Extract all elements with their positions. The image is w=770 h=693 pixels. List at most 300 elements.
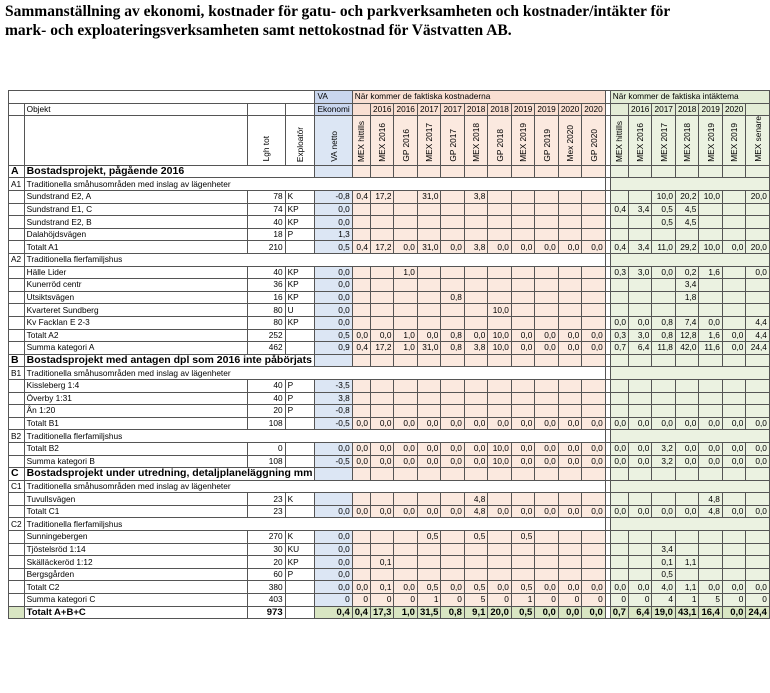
- cost-column-header: [488, 116, 512, 166]
- cost-value: [394, 304, 417, 317]
- income-year-label: 2018: [675, 103, 699, 116]
- exploator-value: KP: [285, 279, 315, 292]
- cost-value: 0,0: [441, 417, 464, 430]
- cost-value: [370, 493, 394, 506]
- income-value: 0,7: [610, 606, 628, 619]
- income-value: 0,0: [746, 417, 770, 430]
- income-value: [610, 543, 628, 556]
- cost-column-header: [394, 116, 417, 166]
- cost-cell: [582, 354, 605, 367]
- cost-cell: [535, 165, 558, 178]
- va-netto-value: -0,8: [315, 191, 352, 204]
- income-value: [722, 304, 745, 317]
- cost-value: [370, 568, 394, 581]
- empty-cell: [285, 103, 315, 116]
- income-column-header: [652, 116, 676, 166]
- income-cell: [628, 165, 651, 178]
- cost-cell: [370, 354, 394, 367]
- income-value: 0,5: [652, 568, 676, 581]
- cost-value: 0,5: [417, 531, 441, 544]
- cost-column-header-label: GP 2018: [494, 129, 505, 162]
- cost-value: 0,0: [511, 505, 534, 518]
- cost-value: [417, 392, 441, 405]
- cost-value: [558, 543, 581, 556]
- object-name: Sunningebergen: [24, 531, 247, 544]
- exploator-value: KP: [285, 203, 315, 216]
- exploator-column-header: [285, 116, 315, 166]
- income-value: 0,0: [699, 316, 723, 329]
- table-row: [9, 442, 770, 455]
- cost-value: [558, 568, 581, 581]
- cost-value: [488, 316, 512, 329]
- cost-value: 0,0: [535, 342, 558, 355]
- income-cell: [610, 518, 769, 531]
- cost-value: [352, 543, 370, 556]
- table-row: [9, 581, 770, 594]
- object-name: Kissleberg 1:4: [24, 379, 247, 392]
- empty-cell: [9, 304, 25, 317]
- income-value: 5: [699, 594, 723, 607]
- income-value: 0,0: [675, 505, 699, 518]
- cost-cell: [352, 165, 370, 178]
- income-value: [699, 392, 723, 405]
- cost-value: 0,0: [582, 329, 605, 342]
- cost-value: [352, 405, 370, 418]
- income-cell: [675, 354, 699, 367]
- cost-value: [417, 379, 441, 392]
- income-value: [610, 291, 628, 304]
- lgh-value: 23: [248, 493, 286, 506]
- table-row: [9, 543, 770, 556]
- income-value: [722, 531, 745, 544]
- income-value: 0,2: [675, 266, 699, 279]
- cost-column-header: [370, 116, 394, 166]
- va-netto-value: 0,0: [315, 556, 352, 569]
- cost-column-header: [535, 116, 558, 166]
- lgh-column-header-label: Lgh tot: [261, 136, 272, 162]
- empty-cell: [9, 279, 25, 292]
- lgh-value: 40: [248, 216, 286, 229]
- cost-value: [394, 279, 417, 292]
- cost-value: 0,5: [417, 581, 441, 594]
- cost-value: 0,0: [441, 455, 464, 468]
- cost-cell: [352, 468, 370, 481]
- cost-value: [464, 291, 487, 304]
- lgh-value: 20: [248, 405, 286, 418]
- lgh-value: 973: [248, 606, 286, 619]
- cost-value: 0,0: [558, 241, 581, 254]
- lgh-value: 80: [248, 304, 286, 317]
- subcategory-code: B1: [9, 367, 25, 380]
- income-value: 0,0: [746, 442, 770, 455]
- income-value: 0,5: [652, 203, 676, 216]
- cost-value: [417, 316, 441, 329]
- income-value: 0,0: [628, 581, 651, 594]
- cost-cell: [370, 165, 394, 178]
- exploator-value: [285, 417, 315, 430]
- object-name: Överby 1:31: [24, 392, 247, 405]
- table-row: [9, 241, 770, 254]
- cost-value: 0,0: [582, 581, 605, 594]
- empty-cell: [9, 417, 25, 430]
- cost-value: [370, 379, 394, 392]
- cost-value: 0,0: [352, 581, 370, 594]
- cost-value: 0,0: [535, 329, 558, 342]
- cost-value: 0,5: [511, 606, 534, 619]
- income-value: [610, 493, 628, 506]
- income-cell: [746, 165, 770, 178]
- cost-column-header: [558, 116, 581, 166]
- income-value: [722, 191, 745, 204]
- income-value: [699, 228, 723, 241]
- cost-value: [488, 379, 512, 392]
- object-name: Sundstrand E2, B: [24, 216, 247, 229]
- cost-value: [582, 304, 605, 317]
- cost-value: 10,0: [488, 455, 512, 468]
- cost-value: 0,0: [535, 505, 558, 518]
- cost-value: [394, 405, 417, 418]
- cost-value: 3,8: [464, 191, 487, 204]
- cost-value: [582, 266, 605, 279]
- income-value: 20,2: [675, 191, 699, 204]
- income-value: 20,0: [746, 191, 770, 204]
- cost-value: [535, 266, 558, 279]
- income-value: 11,0: [652, 241, 676, 254]
- cost-value: 0,0: [352, 455, 370, 468]
- cost-value: 0,0: [511, 342, 534, 355]
- income-value: 0,0: [610, 316, 628, 329]
- cost-value: [582, 191, 605, 204]
- cost-value: [441, 191, 464, 204]
- income-value: 4,8: [699, 505, 723, 518]
- table-row: [9, 392, 770, 405]
- cost-value: 0,0: [488, 417, 512, 430]
- lgh-value: 108: [248, 455, 286, 468]
- table-row: [9, 279, 770, 292]
- cost-value: [464, 279, 487, 292]
- income-value: 24,4: [746, 342, 770, 355]
- cost-value: 0,0: [558, 417, 581, 430]
- income-value: [746, 279, 770, 292]
- exploator-value: P: [285, 568, 315, 581]
- income-value: 10,0: [699, 191, 723, 204]
- cost-value: 17,2: [370, 191, 394, 204]
- cost-value: [464, 203, 487, 216]
- object-name: Summa kategori B: [24, 455, 247, 468]
- cost-value: 10,0: [488, 304, 512, 317]
- table-row: [9, 266, 770, 279]
- cost-value: 0,0: [370, 505, 394, 518]
- lgh-value: 60: [248, 568, 286, 581]
- cost-value: 0,0: [370, 417, 394, 430]
- lgh-value: 40: [248, 392, 286, 405]
- income-value: 20,0: [746, 241, 770, 254]
- exploator-value: KU: [285, 543, 315, 556]
- cost-value: [488, 291, 512, 304]
- cost-value: [558, 228, 581, 241]
- va-netto-value: 0,0: [315, 543, 352, 556]
- income-value: 0,0: [699, 455, 723, 468]
- cost-value: 4,8: [464, 505, 487, 518]
- cost-value: [394, 493, 417, 506]
- income-value: 0,8: [652, 316, 676, 329]
- exploator-value: K: [285, 191, 315, 204]
- exploator-value: KP: [285, 556, 315, 569]
- cost-value: 0,0: [511, 455, 534, 468]
- va-netto-value: 0: [315, 594, 352, 607]
- table-row: [9, 556, 770, 569]
- cost-value: 0,0: [417, 505, 441, 518]
- income-value: 0,0: [722, 417, 745, 430]
- cost-cell: [370, 468, 394, 481]
- cost-value: 0,0: [558, 442, 581, 455]
- income-value: [699, 543, 723, 556]
- subcategory-label: Traditionella flerfamiljshus: [24, 518, 605, 531]
- income-value: 0,0: [722, 342, 745, 355]
- cost-value: [535, 216, 558, 229]
- cost-value: 0,0: [394, 455, 417, 468]
- income-value: [722, 556, 745, 569]
- subcategory-row: [9, 178, 770, 191]
- cost-year-label: 2019: [535, 103, 558, 116]
- subcategory-row: [9, 254, 770, 267]
- cost-value: [441, 316, 464, 329]
- income-cell: [675, 468, 699, 481]
- income-value: 24,4: [746, 606, 770, 619]
- income-value: 4,5: [675, 216, 699, 229]
- cost-value: [558, 203, 581, 216]
- income-value: [746, 216, 770, 229]
- income-value: [699, 405, 723, 418]
- cost-value: [417, 304, 441, 317]
- cost-value: 31,0: [417, 191, 441, 204]
- cost-value: 20,0: [488, 606, 512, 619]
- object-name: Tjöstelsröd 1:14: [24, 543, 247, 556]
- income-value: 0,0: [610, 505, 628, 518]
- income-value: [722, 568, 745, 581]
- cost-column-header-label: MEX 2018: [471, 123, 482, 162]
- cost-value: 0,0: [394, 241, 417, 254]
- cost-column-header-label: MEX hittills: [356, 120, 367, 162]
- object-name: Summa kategori C: [24, 594, 247, 607]
- cost-value: [370, 291, 394, 304]
- cost-value: [535, 203, 558, 216]
- cost-value: [370, 203, 394, 216]
- income-value: [722, 228, 745, 241]
- cost-value: [488, 556, 512, 569]
- income-value: 0,0: [610, 581, 628, 594]
- cost-value: [558, 304, 581, 317]
- subcategory-row: [9, 367, 770, 380]
- cost-year-label: 2017: [417, 103, 441, 116]
- cost-value: [488, 279, 512, 292]
- cost-cell: [417, 354, 441, 367]
- income-column-header-label: MEX 2017: [658, 123, 669, 162]
- cost-value: [464, 266, 487, 279]
- cost-cell: [511, 354, 534, 367]
- income-value: 3,0: [628, 329, 651, 342]
- empty-cell: [9, 379, 25, 392]
- cost-value: 0,4: [352, 606, 370, 619]
- cost-value: [488, 228, 512, 241]
- cost-value: 0,0: [417, 455, 441, 468]
- cost-value: [394, 543, 417, 556]
- category-label: Bostadsprojekt under utredning, detaljplaneläggning mm: [24, 468, 315, 481]
- income-column-header-label: MEX senare: [752, 116, 763, 162]
- cost-value: [511, 266, 534, 279]
- va-cell: [315, 468, 352, 481]
- income-value: 0,8: [652, 329, 676, 342]
- income-value: [699, 304, 723, 317]
- table-row: [9, 594, 770, 607]
- cost-value: 0,0: [417, 329, 441, 342]
- exploator-value: [285, 505, 315, 518]
- cost-value: [352, 291, 370, 304]
- income-value: [722, 266, 745, 279]
- empty-cell: [9, 606, 25, 619]
- income-value: [628, 543, 651, 556]
- cost-value: [394, 379, 417, 392]
- cost-value: [370, 279, 394, 292]
- lgh-column-header: [248, 116, 286, 166]
- cost-value: 0: [394, 594, 417, 607]
- income-value: [722, 316, 745, 329]
- cost-value: [352, 203, 370, 216]
- income-value: [610, 216, 628, 229]
- income-cell: [746, 354, 770, 367]
- exploator-value: P: [285, 405, 315, 418]
- cost-value: [488, 266, 512, 279]
- income-value: [722, 392, 745, 405]
- cost-value: [464, 392, 487, 405]
- lgh-value: 80: [248, 316, 286, 329]
- object-name: Ån 1:20: [24, 405, 247, 418]
- income-value: [652, 279, 676, 292]
- cost-column-header-label: Mex 2020: [565, 125, 576, 162]
- income-column-header-label: MEX 2016: [635, 123, 646, 162]
- cost-value: [535, 228, 558, 241]
- empty-cell: [9, 228, 25, 241]
- income-cell: [652, 468, 676, 481]
- object-name: Dalahöjdsvägen: [24, 228, 247, 241]
- empty-cell: [9, 203, 25, 216]
- income-value: [722, 493, 745, 506]
- income-value: 0,0: [675, 455, 699, 468]
- cost-value: [511, 379, 534, 392]
- income-value: 42,0: [675, 342, 699, 355]
- cost-value: 0,0: [352, 329, 370, 342]
- cost-value: 1,0: [394, 329, 417, 342]
- income-value: [746, 304, 770, 317]
- cost-value: [394, 228, 417, 241]
- cost-value: 0,0: [535, 417, 558, 430]
- empty-cell: [24, 116, 247, 166]
- exploator-value: [285, 594, 315, 607]
- income-value: [675, 392, 699, 405]
- income-value: [628, 405, 651, 418]
- cost-value: [582, 216, 605, 229]
- cost-value: 0,0: [441, 442, 464, 455]
- income-value: 4,4: [746, 316, 770, 329]
- va-netto-value: 0,0: [315, 531, 352, 544]
- income-value: [610, 405, 628, 418]
- category-label: Bostadsprojekt med antagen dpl som 2016 inte påbörjats: [24, 354, 315, 367]
- cost-value: [488, 543, 512, 556]
- cost-value: 10,0: [488, 329, 512, 342]
- income-value: [628, 379, 651, 392]
- cost-value: [535, 543, 558, 556]
- cost-value: [558, 291, 581, 304]
- exploator-value: P: [285, 392, 315, 405]
- income-year-label: 2017: [652, 103, 676, 116]
- cost-value: [511, 191, 534, 204]
- income-value: [675, 228, 699, 241]
- cost-value: 10,0: [488, 442, 512, 455]
- empty-cell: [9, 116, 25, 166]
- page-title: Sammanställning av ekonomi, kostnader för gatu- och parkverksamheten och kostnader/intäkter för mark- och exploateringsverksamheten samt nettokostnad för Västvatten AB.: [5, 3, 670, 40]
- subcategory-code: A2: [9, 254, 25, 267]
- income-value: [652, 392, 676, 405]
- income-value: 0,0: [610, 417, 628, 430]
- cost-value: 0,0: [511, 241, 534, 254]
- cost-column-header-label: GP 2016: [400, 129, 411, 162]
- subcategory-row: [9, 480, 770, 493]
- income-value: 0,3: [610, 329, 628, 342]
- cost-value: 10,0: [488, 342, 512, 355]
- cost-value: [488, 392, 512, 405]
- subcategory-code: A1: [9, 178, 25, 191]
- cost-value: 0,8: [441, 291, 464, 304]
- income-year-label: [610, 103, 628, 116]
- cost-value: [511, 228, 534, 241]
- cost-value: [394, 392, 417, 405]
- income-column-header-label: MEX 2019: [729, 123, 740, 162]
- income-value: [746, 531, 770, 544]
- cost-value: 0,0: [464, 329, 487, 342]
- cost-value: [441, 266, 464, 279]
- va-netto-value: 0,0: [315, 266, 352, 279]
- income-value: [699, 216, 723, 229]
- income-value: 3,2: [652, 455, 676, 468]
- cost-cell: [417, 468, 441, 481]
- table-row: [9, 568, 770, 581]
- cost-value: 0,0: [441, 505, 464, 518]
- object-name: Tuvullsvägen: [24, 493, 247, 506]
- cost-value: 0,0: [582, 606, 605, 619]
- va-netto-value: 0,5: [315, 241, 352, 254]
- cost-value: 0,0: [582, 342, 605, 355]
- income-value: 0,7: [610, 342, 628, 355]
- cost-value: 0,0: [464, 442, 487, 455]
- lgh-value: 74: [248, 203, 286, 216]
- cost-value: [582, 405, 605, 418]
- va-netto-value: 0,0: [315, 304, 352, 317]
- income-value: [722, 216, 745, 229]
- cost-value: [370, 543, 394, 556]
- income-value: 0,0: [610, 455, 628, 468]
- income-value: [610, 568, 628, 581]
- cost-value: [441, 493, 464, 506]
- cost-value: 0,0: [558, 342, 581, 355]
- cost-value: [441, 228, 464, 241]
- income-value: 4,4: [746, 329, 770, 342]
- table-row: [9, 216, 770, 229]
- income-value: 0,0: [746, 455, 770, 468]
- object-name: Totalt C2: [24, 581, 247, 594]
- income-value: [652, 304, 676, 317]
- income-column-header-label: MEX 2019: [705, 123, 716, 162]
- cost-value: [488, 191, 512, 204]
